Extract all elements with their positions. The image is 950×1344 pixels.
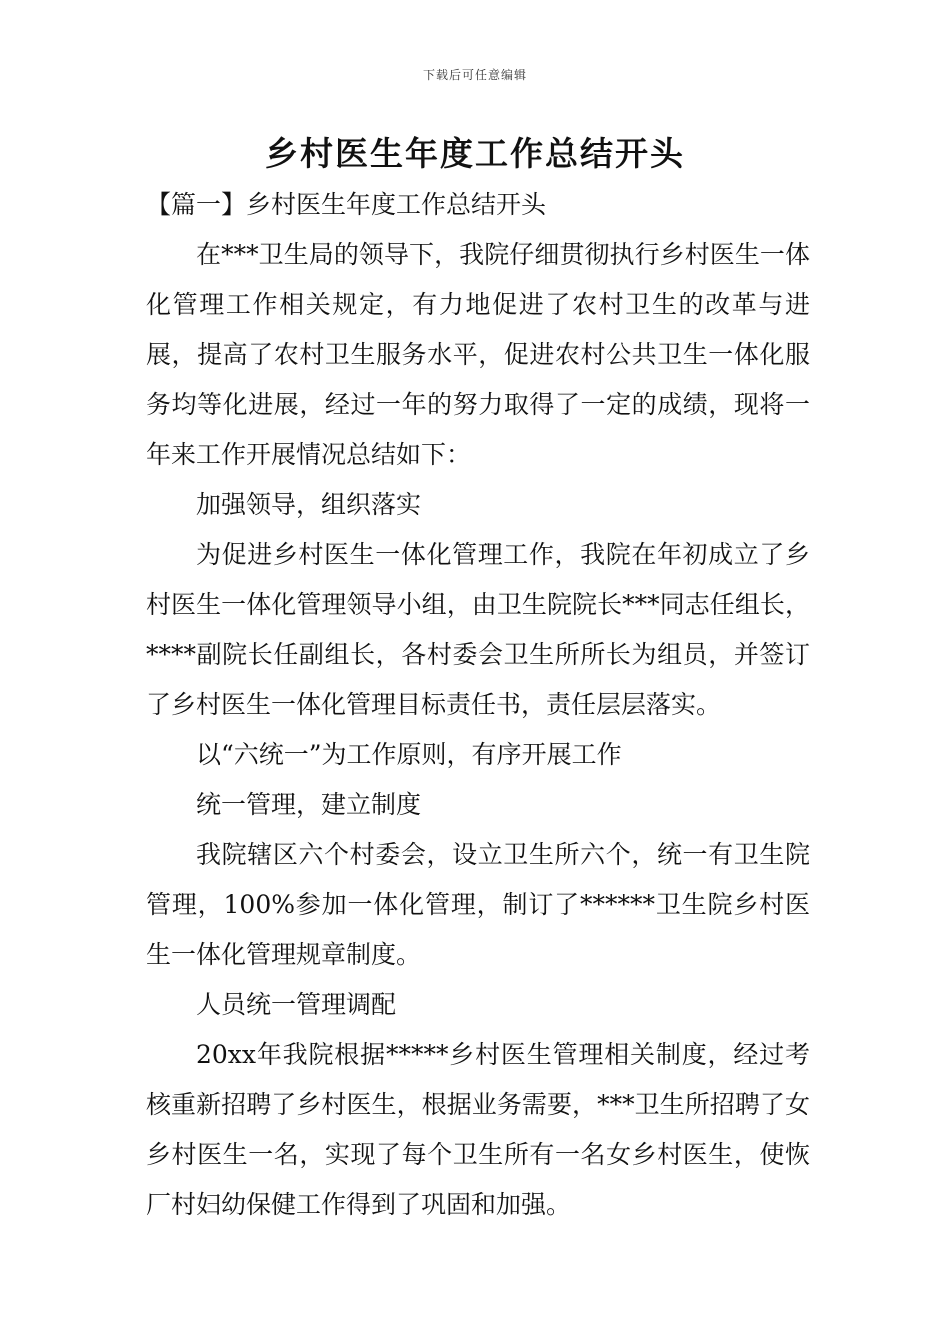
document-body [146,180,810,1230]
document-title: 乡村医生年度工作总结开头 [265,134,685,173]
paragraph-leadership: 为促进乡村医生一体化管理工作，我院在年初成立了乡村医生一体化管理领导小组，由卫生院院长***同志任组长，****副院长任副组长，各村委会卫生所所长为组员，并签订了乡村医生一体化管理目标责任书，责任层层落实。 [146,540,810,719]
subheading-principle: 以“六统一”为工作原则，有序开展工作 [196,740,622,769]
header-note: 下载后可任意编辑 [422,68,527,82]
subheading-personnel: 人员统一管理调配 [196,990,397,1019]
paragraph-intro: 在***卫生局的领导下，我院仔细贯彻执行乡村医生一体化管理工作相关规定，有力地促进了农村卫生的改革与进展，提高了农村卫生服务水平，促进农村公共卫生一体化服务均等化进展，经过一年的努力取得了一定的成绩，现将一年来工作开展情况总结如下： [146,240,810,469]
paragraph-personnel: 20xx年我院根据*****乡村医生管理相关制度，经过考核重新招聘了乡村医生，根据业务需要，***卫生所招聘了女乡村医生一名，实现了每个卫生所有一名女乡村医生，使恢厂村妇幼保健工作得到了巩固和加强。 [146,1040,810,1219]
section-heading: 【篇一】乡村医生年度工作总结开头 [146,190,547,219]
subheading-management: 统一管理，建立制度 [196,790,422,819]
paragraph-management: 我院辖区六个村委会，设立卫生所六个，统一有卫生院管理，100%参加一体化管理，制订了******卫生院乡村医生一体化管理规章制度。 [146,840,810,969]
subheading-leadership: 加强领导，组织落实 [196,490,422,519]
